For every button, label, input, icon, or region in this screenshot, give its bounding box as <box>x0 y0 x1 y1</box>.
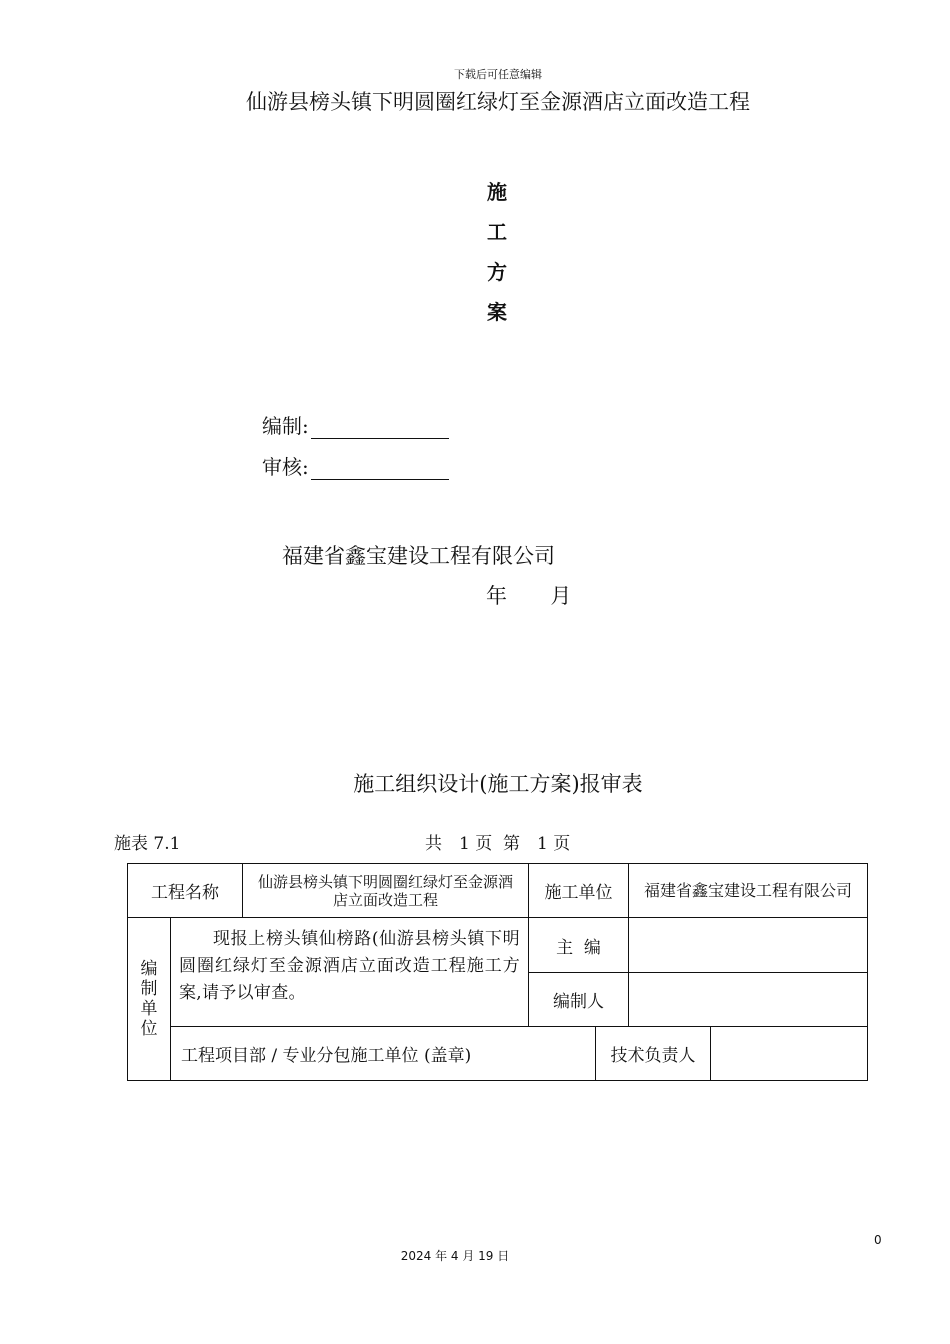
project-name-label: 工程名称 <box>151 883 219 903</box>
compiler-value-cell[interactable] <box>628 972 868 1027</box>
tech-lead-label-cell <box>595 1026 711 1081</box>
footer-date: 2024 年 4 月 19 日 <box>400 1249 510 1263</box>
company-name: 福建省鑫宝建设工程有限公司 <box>282 544 555 568</box>
contractor-value-cell <box>628 863 868 918</box>
project-name-value: 仙游县榜头镇下明圆圈红绿灯至金源酒店立面改造工程 <box>257 872 513 909</box>
report-text: 现报上榜头镇仙榜路(仙游县榜头镇下明圆圈红绿灯至金源酒店立面改造工程施工方案,请予以审查。 <box>179 929 520 1003</box>
project-name-value-cell <box>242 863 529 918</box>
compile-unit-char-2: 制 <box>140 979 158 999</box>
contractor-label-cell <box>528 863 629 918</box>
contractor-value: 福建省鑫宝建设工程有限公司 <box>643 881 852 900</box>
compile-signature-line <box>262 410 449 439</box>
form-title: 施工组织设计(施工方案)报审表 <box>353 772 643 796</box>
contractor-label: 施工单位 <box>544 883 613 903</box>
compile-unit-char-4: 位 <box>140 1019 158 1039</box>
tech-lead-value-cell[interactable] <box>710 1026 868 1081</box>
compile-unit-char-3: 单 <box>140 999 158 1019</box>
review-label: 审核: <box>262 455 309 479</box>
compile-unit-label-cell <box>127 917 171 1081</box>
project-name-label-cell <box>127 863 243 918</box>
compiler-label: 编制人 <box>553 992 604 1012</box>
project-title: 仙游县榜头镇下明圆圈红绿灯至金源酒店立面改造工程 <box>246 90 750 114</box>
compile-blank <box>311 418 449 439</box>
chief-editor-value-cell[interactable] <box>628 917 868 973</box>
date-month: 月 <box>550 584 572 608</box>
page-number: 0 <box>874 1233 882 1247</box>
compile-unit-char-1: 编 <box>140 959 158 979</box>
compiler-label-cell <box>528 972 629 1027</box>
doc-type-char-3: 方 <box>487 260 507 284</box>
tech-lead-label: 技术负责人 <box>610 1046 696 1066</box>
chief-editor-label: 主 编 <box>556 937 601 958</box>
report-text-cell <box>170 917 529 1027</box>
page-info: 共 1 页 第 1 页 <box>425 834 571 854</box>
department-label: 工程项目部 / 专业分包施工单位 (盖章) <box>181 1046 472 1066</box>
date-line <box>486 580 571 610</box>
form-number: 施表 7.1 <box>114 834 181 854</box>
doc-type-char-4: 案 <box>487 300 507 324</box>
date-year: 年 <box>486 584 507 608</box>
review-signature-line <box>262 451 449 480</box>
department-label-cell <box>170 1026 596 1081</box>
chief-editor-label-cell <box>528 917 629 973</box>
review-blank <box>311 459 449 480</box>
compile-label: 编制: <box>262 414 309 438</box>
doc-type-char-1: 施 <box>487 180 507 204</box>
header-note: 下载后可任意编辑 <box>454 68 542 81</box>
doc-type-char-2: 工 <box>487 220 507 244</box>
